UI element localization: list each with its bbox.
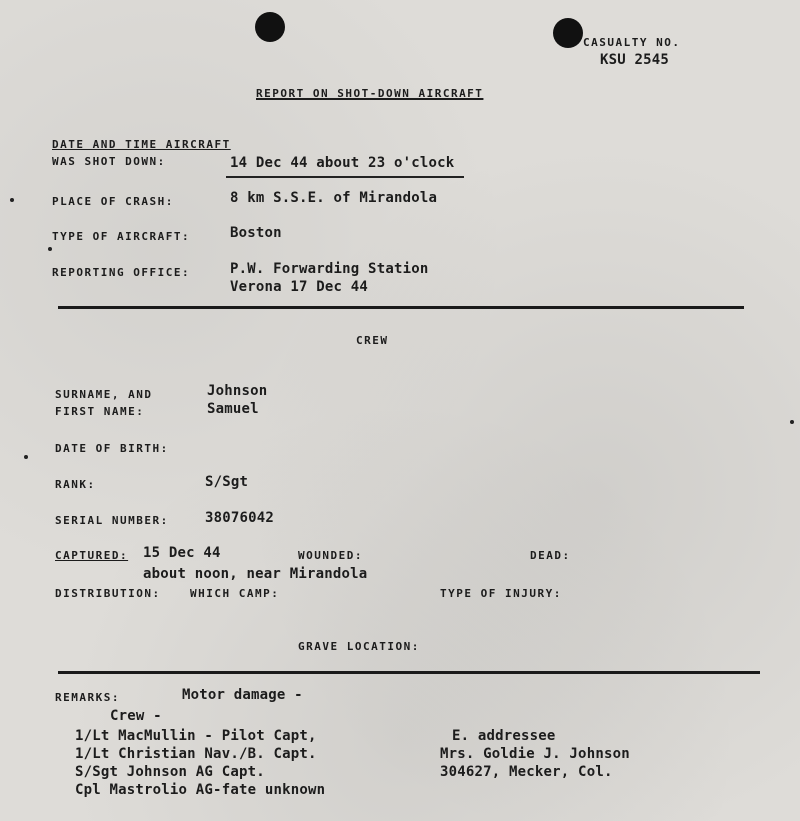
remarks-line4: 1/Lt Christian Nav./B. Capt.: [75, 746, 317, 762]
remarks-line1: Motor damage -: [182, 687, 303, 703]
remarks-line2: Crew -: [110, 708, 162, 724]
section-divider-top: [58, 306, 744, 309]
scan-speck: [10, 198, 14, 202]
rank-label: RANK:: [55, 478, 96, 491]
remarks-line6: Cpl Mastrolio AG-fate unknown: [75, 782, 326, 798]
surname-label: SURNAME, AND: [55, 388, 153, 401]
serial-number-value: 38076042: [205, 510, 275, 526]
distribution-label: DISTRIBUTION:: [55, 587, 161, 600]
captured-value-line1: 15 Dec 44: [143, 545, 221, 561]
scan-speck: [790, 420, 794, 424]
addressee-address: 304627, Mecker, Col.: [440, 764, 613, 780]
place-of-crash-value: 8 km S.S.E. of Mirandola: [230, 190, 438, 206]
date-underline-mark: [226, 176, 464, 178]
place-of-crash-label: PLACE OF CRASH:: [52, 195, 174, 208]
report-title: REPORT ON SHOT-DOWN AIRCRAFT: [256, 87, 484, 100]
firstname-label: FIRST NAME:: [55, 405, 145, 418]
remarks-line3: 1/Lt MacMullin - Pilot Capt,: [75, 728, 317, 744]
type-of-injury-label: TYPE OF INJURY:: [440, 587, 562, 600]
dead-label: DEAD:: [530, 549, 571, 562]
remarks-line5: S/Sgt Johnson AG Capt.: [75, 764, 265, 780]
which-camp-label: WHICH CAMP:: [190, 587, 280, 600]
surname-value: Johnson: [207, 383, 268, 399]
casualty-number: KSU 2545: [600, 52, 670, 68]
reporting-office-value-line2: Verona 17 Dec 44: [230, 279, 369, 295]
scan-speck: [24, 455, 28, 459]
addressee-label: E. addressee: [452, 728, 556, 744]
rank-value: S/Sgt: [205, 474, 249, 490]
remarks-label: REMARKS:: [55, 691, 120, 704]
captured-label: CAPTURED:: [55, 549, 129, 562]
serial-number-label: SERIAL NUMBER:: [55, 514, 169, 527]
casualty-number-label: CASUALTY NO.: [583, 36, 681, 49]
date-of-birth-label: DATE OF BIRTH:: [55, 442, 169, 455]
captured-value-line2: about noon, near Mirandola: [143, 566, 368, 582]
crew-heading: CREW: [356, 334, 389, 347]
punch-hole-right: [553, 18, 583, 48]
reporting-office-label: REPORTING OFFICE:: [52, 266, 191, 279]
addressee-name: Mrs. Goldie J. Johnson: [440, 746, 630, 762]
wounded-label: WOUNDED:: [298, 549, 363, 562]
type-of-aircraft-value: Boston: [230, 225, 282, 241]
punch-hole-left: [255, 12, 285, 42]
date-time-label-line1: DATE AND TIME AIRCRAFT: [52, 138, 231, 151]
section-divider-bottom: [58, 671, 760, 674]
firstname-value: Samuel: [207, 401, 259, 417]
grave-location-label: GRAVE LOCATION:: [298, 640, 420, 653]
type-of-aircraft-label: TYPE OF AIRCRAFT:: [52, 230, 191, 243]
reporting-office-value-line1: P.W. Forwarding Station: [230, 261, 429, 277]
scan-speck: [48, 247, 52, 251]
date-time-label-line2: WAS SHOT DOWN:: [52, 155, 166, 168]
date-time-value: 14 Dec 44 about 23 o'clock: [230, 155, 455, 171]
